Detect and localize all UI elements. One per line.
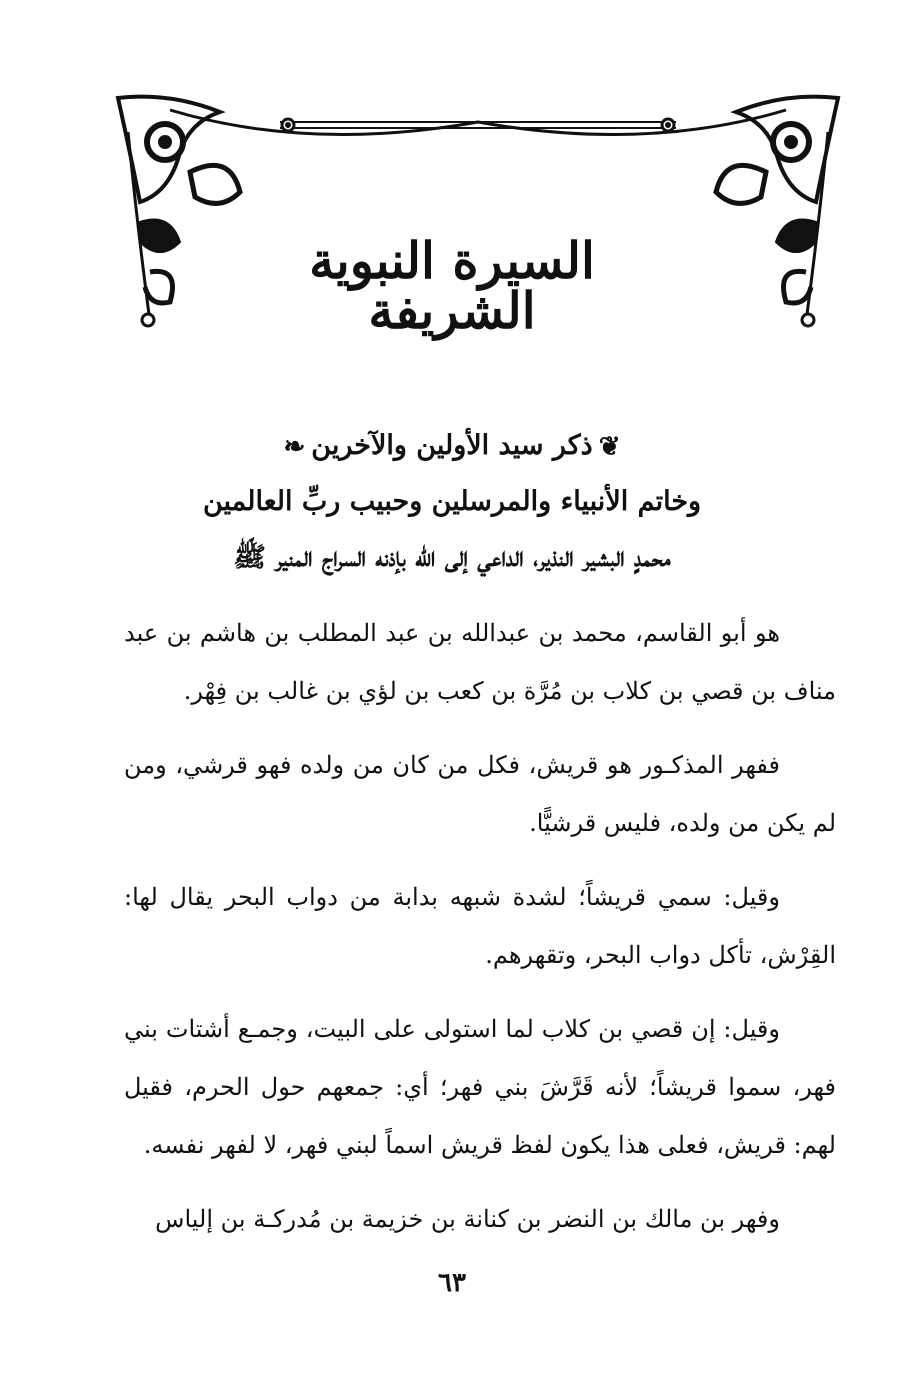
arabesque-ornament-icon: ❦ bbox=[598, 431, 621, 462]
running-header-title: السيرة النبوية الشريفة bbox=[309, 231, 595, 340]
body-text bbox=[124, 604, 836, 1264]
heading-line-3: محمدٍ البشير النذير، الداعي إلى الله بإذنه السراج المنير ﷺ bbox=[233, 542, 671, 573]
heading-line-1 bbox=[120, 418, 784, 474]
paragraph-2: ففهر المذكـور هو قريش، فكل من كان من ولده فهو قرشي، ومن لم يكن من ولده، فليس قرشيًّا. bbox=[124, 751, 836, 837]
page-number: ٦٣ bbox=[438, 1268, 466, 1298]
paragraph-3: وقيل: سمي قريشاً؛ لشدة شبهه بدابة من دواب البحر يقال لها: القِرْش، تأكل دواب البحر، وتقهرهم. bbox=[124, 883, 836, 969]
heading-line-1-text: ذكر سيد الأولين والآخرين bbox=[311, 430, 593, 461]
paragraph-5: وفهر بن مالك بن النضر بن كنانة بن خزيمة بن مُدركـة بن إلياس bbox=[155, 1205, 780, 1233]
heading-line-2: وخاتم الأنبياء والمرسلين وحبيب ربِّ العالمين bbox=[202, 486, 702, 517]
chapter-heading bbox=[120, 418, 784, 586]
paragraph-1: هو أبو القاسم، محمد بن عبدالله بن عبد المطلب بن هاشم بن عبد مناف بن قصي بن كلاب بن مُرَّة بن كعب بن لؤي بن غالب بن فِهْر. bbox=[124, 619, 836, 705]
paragraph-4: وقيل: إن قصي بن كلاب لما استولى على البيت، وجمـع أشتات بني فهر، سموا قريشاً؛ لأنه قَرَّشَ بني فهر؛ أي: جمعهم حول الحرم، فقيل لهم: قريش، فعلى هذا يكون لفظ قريش اسماً لبني فهر، لا لفهر نفسه. bbox=[124, 1015, 837, 1159]
arabesque-ornament-icon: ❧ bbox=[283, 431, 306, 462]
